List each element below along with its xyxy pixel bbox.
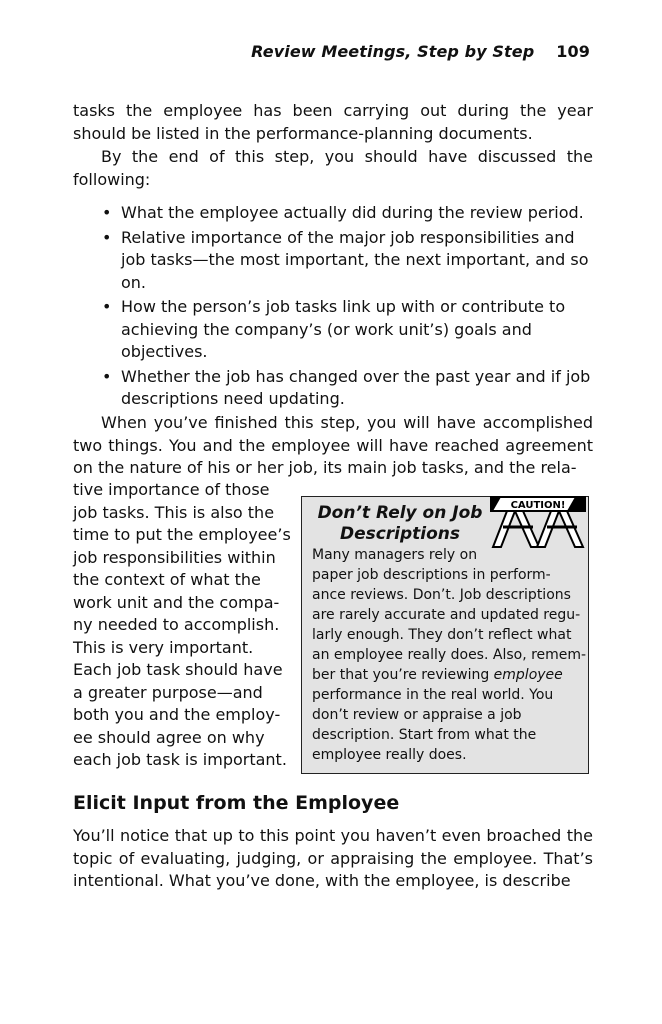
bullet-icon: •	[102, 227, 112, 247]
emphasis-text: employee	[493, 667, 563, 683]
intro-paragraph: tasks the employee has been carrying out during the year should be listed in the performance-planning documents.	[73, 101, 593, 143]
sidebar-title: Don’t Rely on Job Descriptions	[317, 503, 483, 544]
sidebar-body: Many managers rely on paper job descriptions in perform- ance reviews. Don’t. Job descriptions are rarely accurate and updated regu- larly enough. They don’t reflect what an employee really does. Also, remem- ber that you’re reviewing employee performance in the real world. You don’t review or appraise a job description. Start from what the employee really does.	[312, 547, 587, 763]
bullet-icon: •	[102, 203, 112, 222]
summary-lead-paragraph: By the end of this step, you should have discussed the following:	[73, 147, 593, 189]
caution-sign-icon	[489, 495, 587, 549]
list-item: • What the employee actually did during the review period.	[100, 202, 594, 225]
page-number: 109	[556, 42, 590, 61]
bullet-icon: •	[102, 297, 112, 316]
list-item: • Relative importance of the major job responsibilities and job tasks—the most important, the next important, and so on.	[102, 227, 589, 292]
discussion-bullet-list	[100, 202, 594, 413]
section-heading: Elicit Input from the Employee	[73, 792, 400, 814]
chapter-title: Review Meetings, Step by Step	[251, 42, 535, 61]
bullet-icon: •	[102, 366, 112, 386]
list-item: • How the person’s job tasks link up with or contribute to achieving the company’s (or work unit’s) goals and objectives.	[102, 297, 566, 361]
wrapped-text-column: tive importance of those job tasks. This is also the time to put the employee’s job responsibilities within the context of what the work unit and the compa- ny needed to accomplish. This is very important. Each job task should have a greater purpose—and both you and the employ- ee should agree on why each job task is important.	[73, 480, 291, 769]
section-paragraph: You’ll notice that up to this point you haven’t even broached the topic of evaluating, judging, or appraising the employee. That’s intentional. What you’ve done, with the employee, is describe	[73, 826, 593, 890]
caution-label: CAUTION!	[510, 500, 566, 511]
running-header	[251, 42, 590, 61]
caution-sidebar	[301, 496, 589, 774]
list-item: • Whether the job has changed over the past year and if job descriptions need updating.	[102, 366, 591, 408]
accomplishment-paragraph: When you’ve finished this step, you will have accomplished two things. You and the employee will have reached agreement on the nature of his or her job, its main job tasks, and the rela-	[73, 413, 593, 477]
